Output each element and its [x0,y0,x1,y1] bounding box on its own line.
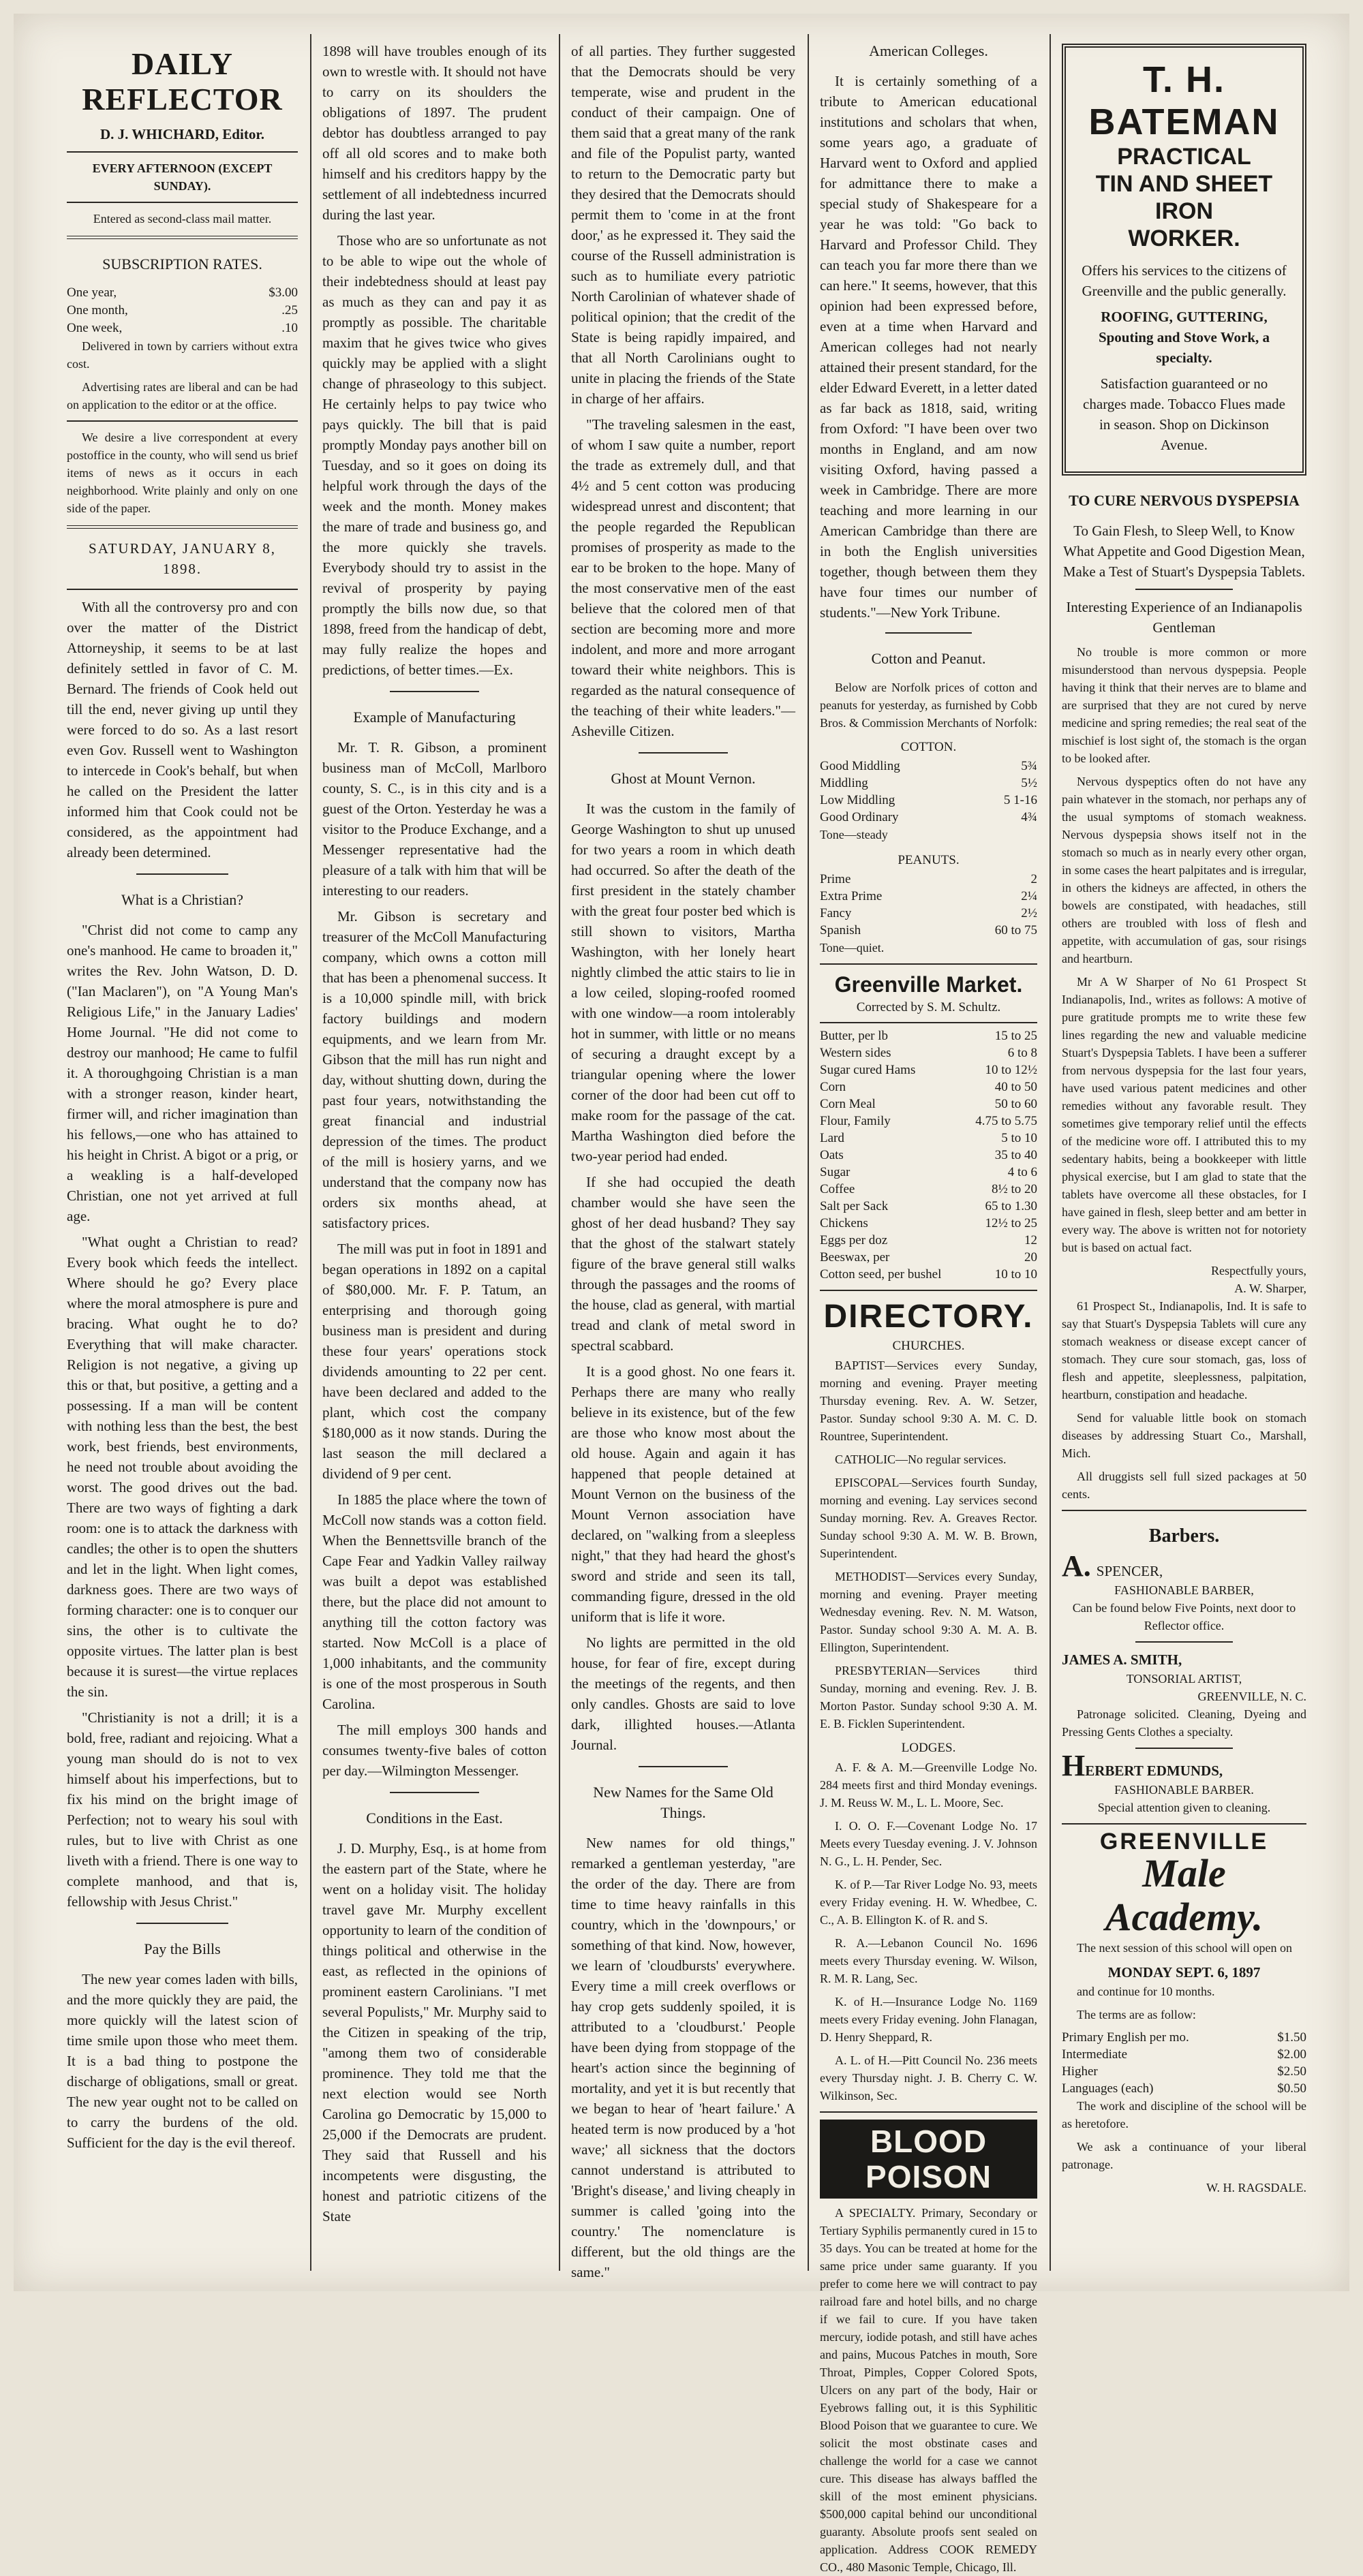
price-row: Low Middling 5 1-16 [820,793,1037,807]
academy-text: The terms are as follow: [1077,2008,1196,2021]
bateman-text: ROOFING, GUTTERING, Spouting and Stove Work, a specialty. [1098,309,1270,366]
lodge-entry: K. of P.—Tar River Lodge No. 93, meets every Friday evening. H. W. Whedbee, C. C., A. B. Ellington K. of R. and S. [820,1878,1037,1927]
article-attorneyship: With all the controversy pro and con over the matter of the District Attorneyship, it seems to be at last definitely settled in favor of C. M. Bernard. The friends of Cook held out till the end, never giving up until they were forced to do so. As a last resort even Gov. Russell went to Washington to intercede in Cook's behalf, but when he called on the President the latter informed him that Cook could not be considered, as the appointment had already been determined. [67,599,298,860]
term-row: Primary English per mo. $1.50 [1062,2030,1306,2045]
peanuts-label: PEANUTS. [898,853,960,867]
delivery-note: Delivered in town by carriers without extra cost. [67,339,298,371]
article-paragraph: It is a good ghost. No one fears it. Perhaps there are many who really believe in its existence, but of the few are those who know most about the old house. Again and again it has happened that people detained at Mount Vernon on the business of the Mount Vernon association have declared, on "walking from a sleepless night," that they had heard the ghost's sword and stride and seen its tall, commanding figure, dressed in the old uniform that is life it wore. [571,1363,795,1625]
article-paragraph: Mr. T. R. Gibson, a prominent business man of McColl, Marlboro county, S. C., is in this city and is a guest of the Orton. Yesterday he was a visitor to the Produce Exchange, and a Messenger representative had the pleasure of a talk with him that will be interesting to our readers. [322,739,547,899]
column-5 [1050,41,1319,2271]
dyspepsia-subheading: Interesting Experience of an Indianapolis Gentleman [1066,599,1302,636]
article-heading: Pay the Bills [144,1940,221,1957]
divider [639,1766,729,1767]
article-paragraph: The mill was put in foot in 1891 and began operations in 1892 on a capital of $80,000. Mr. F. P. Tatum, an enterprising and thorough going business man is president and during these four years' operations stock dividends amounting to 22 per cent. have been declared and added to the plant, which cost the company $180,000 as it now stands. During the last season the mill declared a dividend of 9 per cent. [322,1241,547,1482]
masthead-title: DAILY REFLECTOR [82,46,283,117]
price-row: Salt per Sack 65 to 1.30 [820,1199,1037,1213]
article-heading: American Colleges. [869,42,988,59]
article-paragraph: of all parties. They further suggested that the Democrats should be very temperate, wise and prudent in the conduct of their campaign. One of them said that a great many of the rank and file of the Populist party, wanted to return to the Democratic party but they desired that the Democrats should permit them to 'come in at the front door,' as he expressed it. They said the course of the Russell administration is such as to humiliate every patriotic North Carolinian of whatever shade of political opinion; that the credit of the State is being rapidly impaired, and that all North Carolinians ought to unite in placing the friends of the State in charge of her affairs. [571,43,795,407]
barber-ad [1062,1549,1306,1634]
divider [67,589,298,590]
divider [820,1290,1037,1291]
article-paragraph: It is certainly something of a tribute to American educational institutions and scholars that when, some years ago, a graduate of Harvard went to Oxford and applied for admittance there to make a special study of Shakespeare for a year he was told: "Go back to Harvard and Professor Child. They can teach you far more there than we can here." It seems, however, that this opinion had been expressed before, even at a time when Harvard and American colleges had not nearly attained their present standard, for the elder Edward Everett, in a letter dated as far back as 1818, said, writing from Oxford: "I have been over two months in England, and am now visiting Oxford, having passed a week in Cambridge. There are more teaching and more learning in our American Cambridge than there are in both the English universities together, though between them they have four times our number of students."—New York Tribune. [820,73,1037,621]
price-row: Corn Meal 50 to 60 [820,1097,1037,1111]
article-heading: What is a Christian? [121,891,243,908]
article-paragraph: J. D. Murphy, Esq., is at home from the eastern part of the State, where he went on a holiday visit. The holiday travel gave Mr. Murphy excellent opportunity to learn of the condition of things political and otherwise in the east, as reflected in the opinions of prominent eastern Carolinians. "I met several Populists," Mr. Murphy said to the Citizen in speaking of the trip, "among them two of considerable prominence. They told me that the next election would see North Carolina go Democratic by 15,000 to 25,000 if the Democrats are prudent. They said that Russell and his incompetents were disgusting, the honest and patriotic citizens of the State [322,1840,547,2224]
divider [390,691,480,692]
rate-row: One month, .25 [67,303,298,317]
masthead-editor: D. J. WHICHARD, Editor. [100,126,264,142]
price-row: Middling 5½ [820,776,1037,790]
academy-text: We ask a continuance of your liberal patronage. [1062,2140,1306,2171]
divider [639,752,729,754]
price-row: Lard 5 to 10 [820,1131,1037,1145]
barber-initial: A. [1062,1549,1091,1583]
divider [820,2111,1037,2113]
column-3 [559,41,808,2280]
divider [1135,1748,1234,1749]
publication-frequency: EVERY AFTERNOON (EXCEPT SUNDAY). [92,161,273,193]
market-subtitle: Corrected by S. M. Schultz. [856,1000,1001,1014]
market-tone: Tone—steady [820,828,888,841]
church-entry: PRESBYTERIAN—Services third Sunday, morning and evening. Rev. J. B. Morton Pastor. Sunday school 9:30 A. M. E. B. Ficklen Superintendent. [820,1664,1037,1731]
academy-signature: W. H. RAGSDALE. [1206,2181,1306,2194]
divider [67,151,298,153]
lodge-entry: I. O. O. F.—Covenant Lodge No. 17 Meets every Tuesday evening. J. V. Johnson N. G., L. H. Pender, Sec. [820,1819,1037,1868]
subscription-heading: SUBSCRIPTION RATES. [102,255,262,273]
price-row: Flour, Family 4.75 to 5.75 [820,1114,1037,1128]
article-paragraph: No lights are permitted in the old house, for fear of fire, except during the meetings of the regents, and then only candles. Ghosts are said to love dark, illighted houses.—Atlanta Journal. [571,1634,795,1753]
church-entry: BAPTIST—Services every Sunday, morning and evening. Prayer meeting Thursday evening. Rev. A. W. Setzer, Pastor. Sunday school 9:30 A. M. C. D. Rountree, Superintendent. [820,1359,1037,1443]
divider [885,632,973,634]
price-row: Good Ordinary 4¾ [820,810,1037,824]
price-row: Oats 35 to 40 [820,1148,1037,1162]
market-tone: Tone—quiet. [820,941,885,955]
academy-text: The next session of this school will open on [1077,1941,1292,1955]
article-paragraph: New names for old things," remarked a gentleman yesterday, "are the order of the day. There are from time to time heavy rainfalls in this country, which in the 'downpours,' or something of that kind. Now, however, we learn of 'cloudbursts' everywhere. Every time a mill creek overflows or hay crop gets suddenly spoiled, it is attributed to a 'cloudburst.' People have been dying from stoppage of the heart's action since the beginning of mortality, and yet it is but recently that we began to hear of 'heart failure.' A heated term is now produced by a 'hot wave;' all sickness that the doctors cannot understand is attributed to 'Bright's disease,' and living cheaply in summer is called 'going into the country.' The nomenclature is different, but the old things are the same." [571,1835,795,2280]
price-row: Eggs per doz 12 [820,1233,1037,1247]
market-heading: Cotton and Peanut. [871,650,986,667]
column-2 [310,41,559,2271]
subscription-rates [67,284,298,337]
article-paragraph: "The traveling salesmen in the east, of whom I saw quite a number, report the trade as extremely dull, and that 4½ and 5 cent cotton was producing widespread unrest and discontent; that the people regarded the Republican promises of prosperity as made to the ear to be broken to the hope. Many of the most conservative men of the east believe that the colored men of that section are becoming more and more indolent, and more and more arrogant toward their white neighbors. This is regarded as the natural consequence of the teaching of their white leaders."—Asheville Citizen. [571,416,795,739]
article-paragraph: "Christ did not come to camp any one's manhood. He came to broaden it," writes the Rev. John Watson, D. D. ("Ian Maclaren"), on "A Young Man's Religious Life," in the January Ladies' Home Journal. "He did not come to destroy our manhood; He came to fulfil it. A thoroughgoing Christian is a man with a stronger reason, kinder heart, firmer will, and richer imagination than his fellows,—one who has attained to his height in Christ. A bigot or a prig, or a weakling is a half-developed Christian, one not yet arrived at full age. [67,922,298,1224]
barber-text: Patronage solicited. Cleaning, Dyeing and Pressing Gents Clothes a specialty. [1062,1707,1306,1739]
article-paragraph: If she had occupied the death chamber would she have seen the ghost of her dead husband? They say that the ghost of the stalwart stately figure of the brave general still walks through the passages and the rooms of the house, clad as general, with martial tread and clank of metal sword in spectral scabbard. [571,1174,795,1354]
price-row: Spanish 60 to 75 [820,923,1037,937]
correspondence-note: We desire a live correspondent at every postoffice in the county, who will send us brief items of news as it occurs in each neighborhood. Write plainly and only on one side of the paper. [67,431,298,515]
price-row: Coffee 8½ to 20 [820,1182,1037,1196]
barber-title: FASHIONABLE BARBER. [1114,1783,1254,1797]
price-row: Good Middling 5¾ [820,759,1037,773]
price-row: Sugar 4 to 6 [820,1165,1037,1179]
academy-terms [1062,2029,1306,2097]
barber-ad [1062,1649,1306,1741]
price-row: Butter, per lb 15 to 25 [820,1029,1037,1043]
church-entry: METHODIST—Services every Sunday, morning and evening. Prayer meeting Wednesday evening. Rev. N. M. Watson, Pastor. Sunday school 9:30 A. M. A. B. Ellington, Superintendent. [820,1570,1037,1654]
divider [1062,1823,1306,1825]
market-intro: Below are Norfolk prices of cotton and peanuts for yesterday, as furnished by Cobb Bros. & Commission Merchants of Norfolk: [820,681,1037,730]
divider [1135,589,1234,590]
price-row: Chickens 12½ to 25 [820,1216,1037,1230]
market-title: Greenville Market. [834,972,1023,997]
blood-poison-title: BLOOD POISON [820,2120,1037,2199]
term-row: Higher $2.50 [1062,2064,1306,2079]
column-1 [55,41,310,2271]
divider [136,873,229,875]
price-row: Prime 2 [820,872,1037,886]
lodge-entry: R. A.—Lebanon Council No. 1696 meets every Thursday evening. W. Wilson, R. M. R. Lang, Sec. [820,1936,1037,1985]
divider [1062,1510,1306,1511]
academy-text: The work and discipline of the school will be as heretofore. [1062,2099,1306,2130]
bateman-line: TIN AND SHEET IRON [1095,171,1273,224]
dyspepsia-paragraph: 61 Prospect St., Indianapolis, Ind. It is safe to say that Stuart's Dyspepsia Tablets will cure any stomach weakness or disease except cancer of stomach. They cure sour stomach, gas, loss of flesh and appetite, sleeplessness, palpitation, heartburn, constipation and headache. [1062,1299,1306,1401]
church-entry: EPISCOPAL—Services fourth Sunday, morning and evening. Lay services second Sunday morning. Rev. A. Greaves Rector. Sunday school 9:30 A. M. W. B. Brown, Superintendent. [820,1476,1037,1560]
dyspepsia-paragraph: All druggists sell full sized packages at 50 cents. [1062,1470,1306,1501]
dyspepsia-subheading: To Gain Flesh, to Sleep Well, to Know What Appetite and Good Digestion Mean, Make a Test of Stuart's Dyspepsia Tablets. [1062,523,1306,580]
article-heading: New Names for the Same Old Things. [593,1784,774,1821]
lodge-entry: A. L. of H.—Pitt Council No. 236 meets every Thursday night. J. B. Cherry C. W. Wilkinson, Sec. [820,2053,1037,2102]
bateman-name: T. H. BATEMAN [1088,59,1280,142]
divider [820,963,1037,965]
churches-heading: CHURCHES. [892,1339,965,1353]
article-heading: Example of Manufacturing [353,709,516,726]
price-row: Beeswax, per 20 [820,1250,1037,1264]
article-paragraph: "Christianity is not a drill; it is a bold, free, radiant and rejoicing. What a young man should do is not to vex himself about his imperfections, but to fix his mind on the bright image of Perfection; not to weary his soul with rules, but to live with Christ as one liveth with a friend. There is one way to complete manhood, and that is, fellowship with Jesus Christ." [67,1709,298,1910]
lodges-heading: LODGES. [901,1741,956,1755]
dyspepsia-heading: TO CURE NERVOUS DYSPEPSIA [1069,492,1300,509]
barber-title: FASHIONABLE BARBER, [1114,1583,1254,1597]
article-paragraph: It was the custom in the family of George Washington to shut up unused for two years a room in which death had occurred. So after the death of the first president in the stately chamber with the great four poster bed which is still shown to visitors, Martha Washington, with her lonely heart nightly climbed the attic stairs to lie in a low ceiled, sloping-roofed roomed with one window—a room intolerably hot in summer, with little or no means of securing a draught except by a triangular opening where the lower corner of the door had been cut off to make room for the passage of the cat. Martha Washington died before the two-year period had ended. [571,801,795,1164]
lodge-entry: K. of H.—Insurance Lodge No. 1169 meets every Friday evening. John Flanagan, D. Henry Sheppard, R. [820,1995,1037,2044]
rate-row: One week, .10 [67,321,298,335]
bateman-text: Offers his services to the citizens of Greenville and the public generally. [1082,262,1287,299]
divider [67,420,298,422]
bateman-text: Satisfaction guaranteed or no charges made. Tobacco Flues made in season. Shop on Dickinson Avenue. [1083,375,1285,453]
cotton-label: COTTON. [900,740,957,754]
divider [67,236,298,239]
market-prices [820,1027,1037,1283]
article-paragraph: Mr. Gibson is secretary and treasurer of the McColl Manufacturing company, which owns a cotton mill that has been a phenomenal success. It is a 10,000 spindle mill, with brick factory buildings and modern equipments, and we learn from Mr. Gibson that the mill has run night and day, without shutting down, during the past four years, notwithstanding the great financial and industrial depression of the times. The product of the mill is hosiery yarns, and we understand that the company now has orders six months ahead, at satisfactory prices. [322,908,547,1231]
divider [67,202,298,203]
barber-name: ERBERT EDMUNDS, [1085,1763,1223,1779]
price-row: Extra Prime 2¼ [820,889,1037,903]
bateman-line: PRACTICAL [1117,144,1251,170]
divider [820,1022,1037,1023]
cotton-prices [820,758,1037,843]
term-row: Intermediate $2.00 [1062,2047,1306,2062]
barber-name: JAMES A. SMITH, [1062,1651,1182,1668]
newspaper-page [14,14,1349,2574]
dyspepsia-paragraph: Mr A W Sharper of No 61 Prospect St Indianapolis, Ind., writes as follows: A motive of pure gratitude prompts me to write these few lines regarding the new and valuable medicine Stuart's Dyspepsia Tablets. I have been a sufferer from nervous dyspepsia for the last four years, have used various patent medicines and other remedies without any favorable result. They sometimes give temporary relief until the effects of the medicine wore off. I attributed this to my sedentary habits, being a bookkeeper with little physical exercise, but I am glad to state that the tablets have overcome all these obstacles, for I have gained in flesh, sleep better and am better in every way. The above is written not for notoriety but is based on actual fact. [1062,975,1306,1254]
lodge-entry: A. F. & A. M.—Greenville Lodge No. 284 meets first and third Monday evenings. J. M. Reuss W. M., L. L. Moore, Sec. [820,1760,1037,1810]
signature: Respectfully yours, [1211,1264,1306,1277]
article-heading: Conditions in the East. [366,1810,503,1827]
dateline: SATURDAY, JANUARY 8, 1898. [89,540,276,577]
advertising-note: Advertising rates are liberal and can be had on application to the editor or at the office. [67,380,298,412]
academy-name: Male Academy. [1105,1851,1264,1939]
price-row: Cotton seed, per bushel 10 to 10 [820,1267,1037,1282]
price-row: Fancy 2½ [820,906,1037,920]
mail-entry: Entered as second-class mail matter. [93,212,272,226]
price-row: Sugar cured Hams 10 to 12½ [820,1063,1037,1077]
article-paragraph: The mill employs 300 hands and consumes twenty-five bales of cotton per day.—Wilmington Messenger. [322,1722,547,1779]
barber-initial: H [1062,1749,1086,1782]
article-paragraph: "What ought a Christian to read? Every book which feeds the intellect. Where should he go? Every place where the moral atmosphere is pure and bracing. What ought he to do? Everything that will make character. Religion is not negative, a giving up this or that, but positive, a getting and a possessing. If a man will be content with nothing less than the best, the best work, best friends, best environments, he need not trouble about avoiding the worst. The good drives out the bad. There are two ways of fighting a dark room: one is to attack the darkness with candles; the other is to open the shutters and let in the light. When light comes, darkness goes. There are two ways of forming character: one is to conquer our sins, the other is to cultivate the opposite virtues. The latter plan is best because it is surest—the virtue replaces the sin. [67,1234,298,1700]
barber-text: Special attention given to cleaning. [1097,1801,1271,1814]
academy-text: and continue for 10 months. [1077,1985,1215,1998]
church-entry: CATHOLIC—No regular services. [835,1453,1007,1466]
dyspepsia-paragraph: Nervous dyspeptics often do not have any pain whatever in the stomach, nor perhaps any of the usual symptoms of stomach weakness. Nervous dyspepsia shows itself not in the stomach so much as in nearly every other organ, in some cases the heart palpitates and is irregular, in others the kidneys are affected, in others the bowels are constipated, with headaches, still others are troubled with loss of flesh and appetite, with accumulation of gas, sour risings and heartburn. [1062,775,1306,965]
dyspepsia-paragraph: No trouble is more common or more misunderstood than nervous dyspepsia. People having it think that their nerves are to blame and are surprised that they are not cured by nerve medicine and spring remedies; the real seat of the mischief is lost sight of, the stomach is the organ to be looked after. [1062,645,1306,765]
price-row: Western sides 6 to 8 [820,1046,1037,1060]
column-4 [808,41,1050,2574]
article-paragraph: The new year comes laden with bills, and the more quickly they are paid, the more quickly will the latest scion of time smile upon those who meet them. It is a bad thing to postpone the discharge of obligations, small or great. The new year ought not to be called on to carry the burdens of the old. Sufficient for the day is the evil thereof. [67,1971,298,2151]
barber-place: GREENVILLE, N. C. [1197,1690,1306,1703]
rate-row: One year, $3.00 [67,285,298,300]
barber-title: TONSORIAL ARTIST, [1126,1672,1242,1686]
blood-poison-ad: A SPECIALTY. Primary, Secondary or Tertiary Syphilis permanently cured in 15 to 35 days. You can be treated at home for the same price under same guaranty. If you prefer to come here we will contract to pay railroad fare and hotel bills, and no charge if we fail to cure. If you have taken mercury, iodide potash, and still have aches and pains, Mucous Patches in mouth, Sore Throat, Pimples, Copper Colored Spots, Ulcers on any part of the body, Hair or Eyebrows falling out, it is this Syphilitic Blood Poison that we guarantee to cure. We solicit the most obstinate cases and challenge the world for a case we cannot cure. This disease has always baffled the skill of the most eminent physicians. $500,000 capital behind our unconditional guaranty. Absolute proofs sent sealed on application. Address COOK REMEDY CO., 480 Masonic Temple, Chicago, Ill. [820,2206,1037,2574]
bateman-ad [1062,44,1306,476]
divider [1135,1641,1234,1643]
barbers-heading: Barbers. [1148,1525,1220,1547]
peanut-prices [820,871,1037,957]
article-paragraph: 1898 will have troubles enough of its own to wrestle with. It should not have to carry on its shoulders the obligations of 1897. The prudent debtor has doubtless arranged to pay off all old scores and to make both himself and his creditors happy by the settlement of all indebtedness incurred during the last year. [322,43,547,223]
article-heading: Ghost at Mount Vernon. [611,770,756,787]
barber-ad [1062,1749,1306,1816]
barber-name: SPENCER, [1096,1563,1163,1579]
signature: A. W. Sharper, [1234,1282,1306,1295]
academy-town: GREENVILLE [1099,1829,1269,1855]
price-row: Corn 40 to 50 [820,1080,1037,1094]
divider [67,525,298,529]
bateman-line: WORKER. [1128,226,1240,251]
barber-text: Can be found below Five Points, next door to Reflector office. [1072,1601,1296,1632]
article-paragraph: In 1885 the place where the town of McColl now stands was a cotton field. When the Bennettsville branch of the Cape Fear and Yadkin Valley railway was built a depot was established there, but the place did not amount to anything till the cotton factory was started. Now McColl is a place of 1,000 inhabitants, and the community is one of the most prosperous in South Carolina. [322,1491,547,1712]
dyspepsia-paragraph: Send for valuable little book on stomach diseases by addressing Stuart Co., Marshall, Mich. [1062,1411,1306,1460]
divider [390,1792,480,1793]
directory-title: DIRECTORY. [823,1299,1034,1335]
divider [136,1923,229,1924]
article-paragraph: Those who are so unfortunate as not to be able to wipe out the whole of their indebtedness should at least pay as much as they can and pay it as promptly as possible. The charitable maxim that he gives twice who gives quickly may be applied with a slight change of phraseology to this subject. He certainly helps to pay twice who pays quickly. The bill that is paid promptly Monday pays another bill on Tuesday, and so it goes on doing its helpful work through the days of the week and the month. Money makes the mare of trade and business go, and the more quickly she travels. Everybody should try to assist in the revival of prosperity by paying promptly the bills now due, so that 1898, freed from the handicap of debt, may fully realize the hopes and predictions, of better times.—Ex. [322,232,547,678]
term-row: Languages (each) $0.50 [1062,2081,1306,2096]
academy-date: MONDAY SEPT. 6, 1897 [1107,1964,1261,1981]
